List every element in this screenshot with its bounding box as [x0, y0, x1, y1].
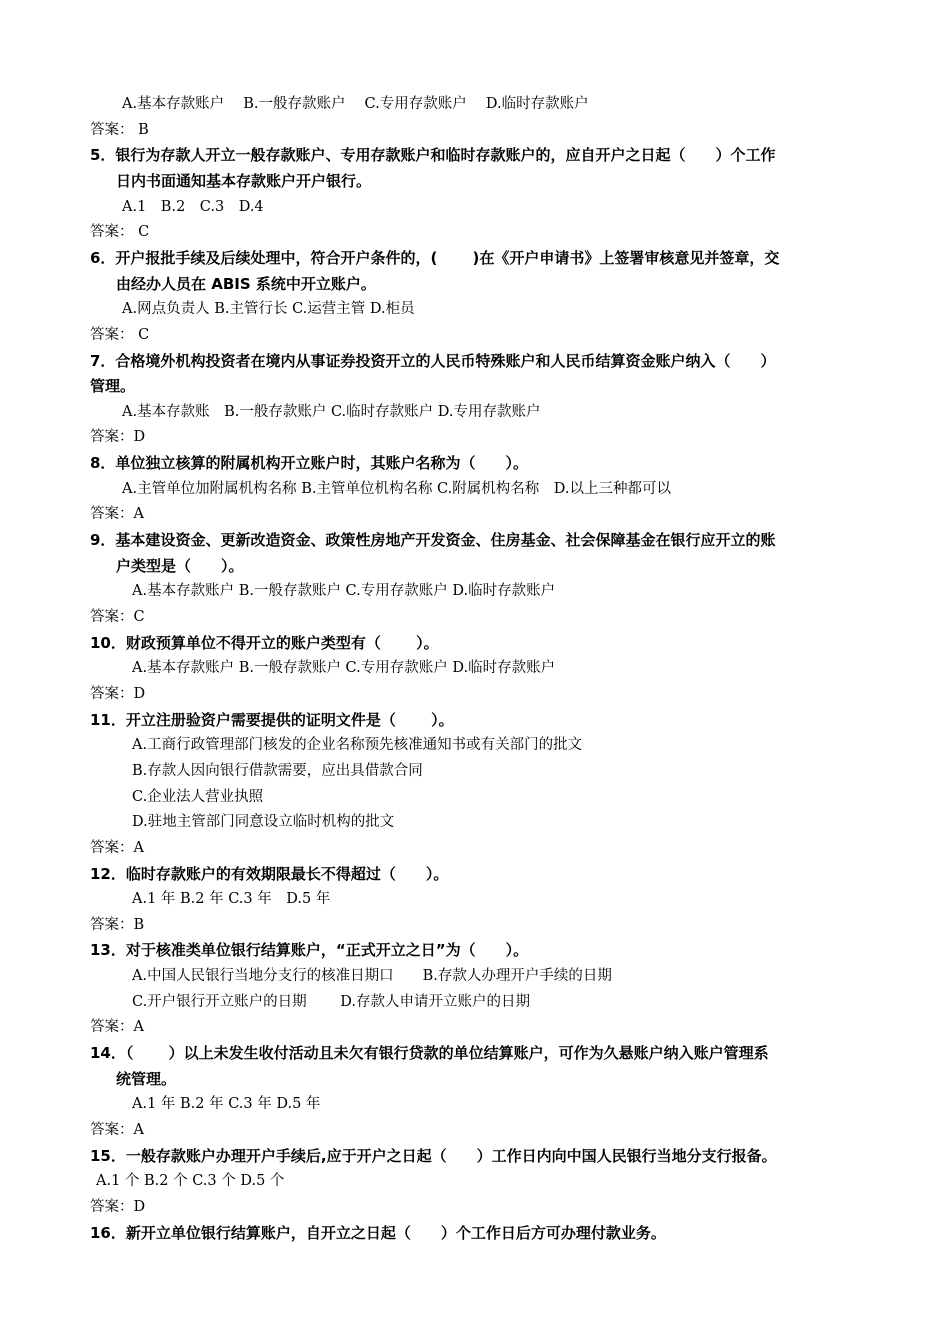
question-line: 8．单位独立核算的附属机构开立账户时，其账户名称为（ ）。 [90, 454, 528, 473]
options-line: A.主管单位加附属机构名称 B.主管单位机构名称 C.附属机构名称 D.以上三种都可以 [122, 480, 671, 497]
answer-line: 答案： B [90, 121, 149, 138]
options-line: A.基本存款账 B.一般存款账户 C.临时存款账户 D.专用存款账户 [122, 403, 541, 420]
question-line: 6．开户报批手续及后续处理中，符合开户条件的，( )在《开户申请书》上签署审核意见并签章，交 [90, 248, 780, 267]
question-line: 13．对于核准类单位银行结算账户，“正式开立之日”为（ ）。 [90, 941, 529, 960]
question-line: 5．银行为存款人开立一般存款账户、专用存款账户和临时存款账户的，应自开户之日起（ ）个工作 [90, 146, 776, 165]
question-line: 11．开立注册验资户需要提供的证明文件是（ ）。 [90, 710, 454, 729]
question-line: 14．（ ）以上未发生收付活动且未欠有银行贷款的单位结算账户，可作为久悬账户纳入账户管理系 [90, 1044, 769, 1063]
options-line: C.开户银行开立账户的日期 D.存款人申请开立账户的日期 [132, 993, 531, 1010]
question-line: 统管理。 [116, 1069, 177, 1088]
answer-line: 答案：A [90, 506, 144, 523]
options-line: A.工商行政管理部门核发的企业名称预先核准通知书或有关部门的批文 [132, 737, 583, 754]
options-line: A.1 个 B.2 个 C.3 个 D.5 个 [96, 1173, 285, 1190]
answer-line: 答案：A [90, 1122, 144, 1138]
options-line: A.基本存款账户 B.一般存款账户 C.专用存款账户 D.临时存款账户 [132, 583, 556, 600]
answer-line: 答案：D [90, 1198, 146, 1215]
answer-line: 答案：D [90, 429, 146, 446]
answer-line: 答案：C [90, 609, 145, 625]
answer-line: 答案：B [90, 916, 145, 933]
options-line: C.企业法人营业执照 [132, 788, 264, 805]
options-line: A.网点负责人 B.主管行长 C.运营主管 D.柜员 [122, 301, 415, 318]
options-line: D.驻地主管部门同意设立临时机构的批文 [132, 814, 395, 831]
answer-line: 答案： C [90, 224, 150, 241]
options-line: A.基本存款账户 B.一般存款账户 C.专用存款账户 D.临时存款账户 [132, 660, 556, 677]
question-line: 户类型是（ ）。 [116, 556, 244, 575]
options-line: A.1 年 B.2 年 C.3 年 D.5 年 [132, 1096, 321, 1113]
answer-line: 答案：A [90, 839, 144, 856]
options-line: A.基本存款账户 B.一般存款账户 C.专用存款账户 D.临时存款账户 [122, 96, 589, 112]
answer-line: 答案：A [90, 1019, 144, 1036]
options-line: A.中国人民银行当地分支行的核准日期口 B.存款人办理开户手续的日期 [132, 968, 612, 985]
question-line: 7．合格境外机构投资者在境内从事证券投资开立的人民币特殊账户和人民币结算资金账户纳入（ ） [90, 351, 776, 370]
question-line: 日内书面通知基本存款账户开户银行。 [116, 171, 372, 190]
question-line: 12．临时存款账户的有效期限最长不得超过（ ）。 [90, 864, 449, 883]
question-line: 由经办人员在 ABIS 系统中开立账户。 [116, 274, 376, 293]
options-line: B.存款人因向银行借款需要，应出具借款合同 [132, 762, 423, 779]
question-line: 管理。 [90, 377, 136, 396]
question-line: 9．基本建设资金、更新改造资金、政策性房地产开发资金、住房基金、社会保障基金在银行应开立的账 [90, 531, 776, 550]
options-line: A.1 年 B.2 年 C.3 年 D.5 年 [132, 891, 331, 908]
question-line: 16．新开立单位银行结算账户，自开立之日起（ ）个工作日后方可办理付款业务。 [90, 1223, 666, 1242]
answer-line: 答案：D [90, 685, 146, 702]
answer-line: 答案： C [90, 326, 150, 343]
question-line: 15．一般存款账户办理开户手续后,应于开户之日起（ ）工作日内向中国人民银行当地分支行报备。 [90, 1146, 777, 1165]
options-line: A.1 B.2 C.3 D.4 [122, 198, 264, 215]
question-line: 10．财政预算单位不得开立的账户类型有（ ）。 [90, 633, 439, 652]
